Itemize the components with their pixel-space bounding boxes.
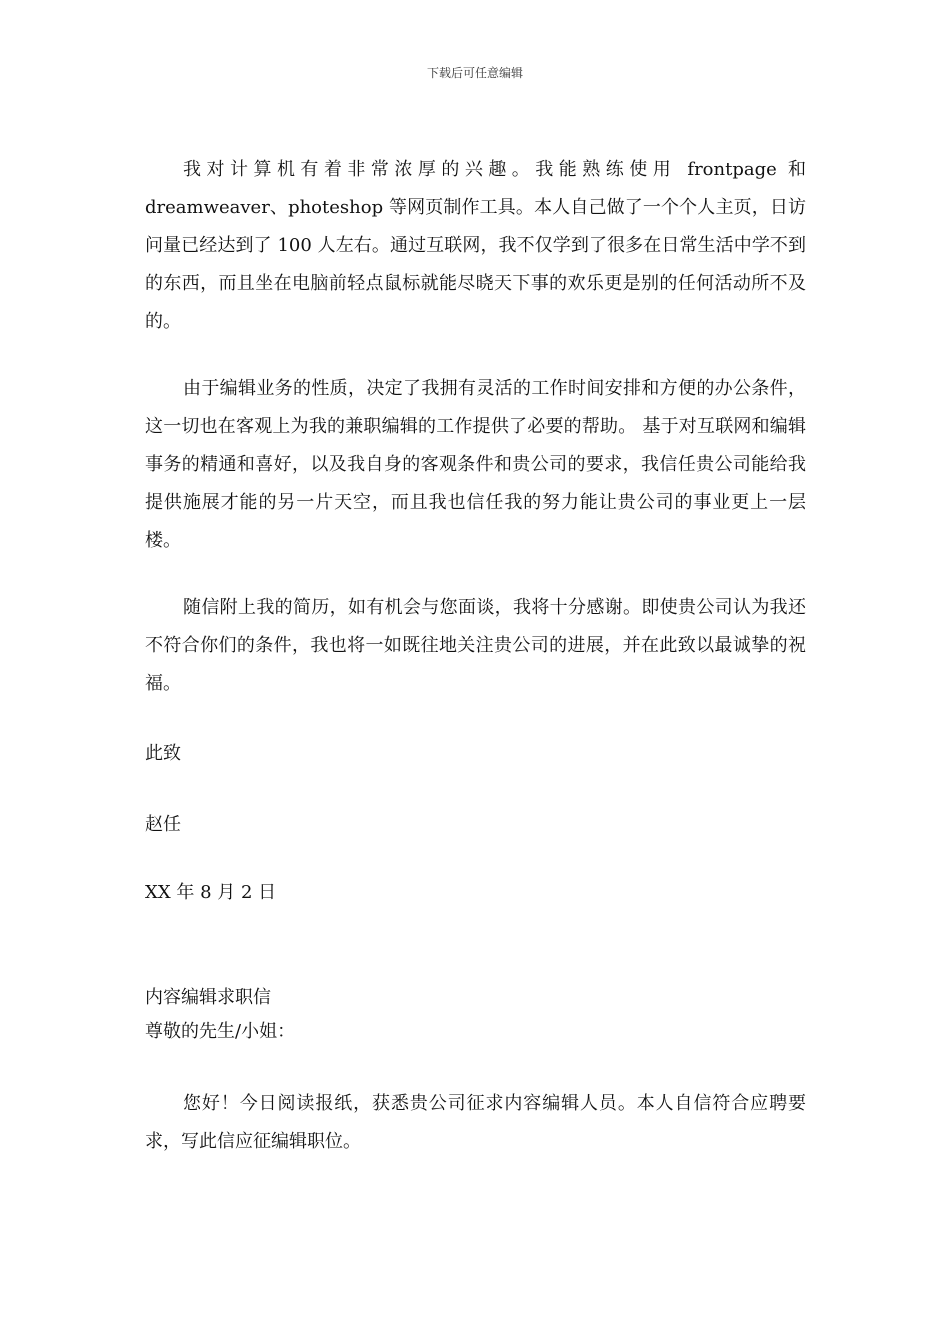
letter2-title: 内容编辑求职信 xyxy=(145,987,271,1008)
page-header: 下载后可任意编辑 xyxy=(426,66,523,80)
letter1-closing: 此致 xyxy=(145,743,181,764)
letter1-paragraph-work-conditions: 由于编辑业务的性质，决定了我拥有灵活的工作时间安排和方便的办公条件，这一切也在客观上为我的兼职编辑的工作提供了必要的帮助。 基于对互联网和编辑事务的精通和喜好，以及我自身的客观条件和贵公司的要求，我信任贵公司能给我提供施展才能的另一片天空，而且我也信任我的努力能让贵公司的事业更上一层楼。 xyxy=(145,378,806,551)
letter1-paragraph-resume: 随信附上我的简历，如有机会与您面谈，我将十分感谢。即使贵公司认为我还不符合你们的条件，我也将一如既往地关注贵公司的进展，并在此致以最诚挚的祝福。 xyxy=(145,597,806,694)
letter2-salutation: 尊敬的先生/小姐： xyxy=(145,1021,296,1042)
letter1-signature: 赵任 xyxy=(145,814,181,835)
letter1-paragraph-interest: 我对计算机有着非常浓厚的兴趣。我能熟练使用 frontpage 和 dreamweaver、photeshop 等网页制作工具。本人自己做了一个个人主页，日访问量已经达到了 100 人左右。通过互联网，我不仅学到了很多在日常生活中学不到的东西，而且坐在电脑前轻点鼠标就能尽晓天下事的欢乐更是别的任何活动所不及的。 xyxy=(145,159,806,332)
letter1-date: XX 年 8 月 2 日 xyxy=(145,882,277,903)
letter2-paragraph-intro: 您好！今日阅读报纸，获悉贵公司征求内容编辑人员。本人自信符合应聘要求，写此信应征编辑职位。 xyxy=(145,1093,806,1152)
